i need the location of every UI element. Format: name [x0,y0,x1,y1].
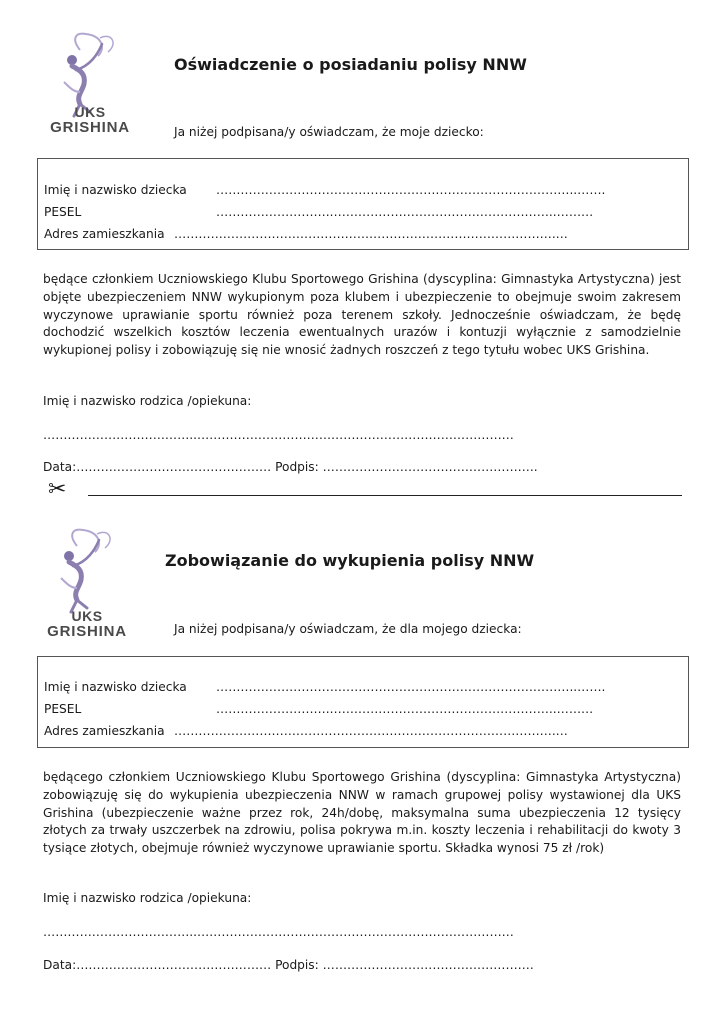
field-label: PESEL [44,205,82,219]
section2-parent-label: Imię i nazwisko rodzica /opiekuna: [43,891,252,905]
club-logo [50,30,130,150]
logo-uks: UKS [74,104,106,120]
section2-parent-dots[interactable]: ………………………………..…………………………………………………………………… [43,925,514,939]
section2-paragraph: będącego członkiem Uczniowskiego Klubu Sportowego Grishina (dyscyplina: Gimnastyka Artystyczna) zobowiązuję się do wykupienia ubezpieczenia NNW w ramach grupowej polisy wystawionej dla UKS Grishina (ubezpieczenie ważne przez rok, 24h/dobę, maksymalna suma ubezpieczenia 12 tysięcy złotych za trwały uszczerbek na zdrowiu, polisa pokrywa m.in. koszty leczenia i rehabilitacji do kwoty 3 tysiące złotych, obejmuje również wyczynowe uprawianie sportu. Składka wynosi 75 zł /rok) [43,770,681,856]
section1-child-box [37,158,689,250]
field-dots: ………………………………………………………………………………….… [174,227,568,241]
section1-date-signature[interactable]: Data:………………………………………… Podpis: …………………………………………….. [43,460,538,474]
gymnast-figure-icon [47,526,127,616]
section2-row-name[interactable] [44,680,606,694]
field-dots: ……………………………………………………………………………..……. [216,680,606,694]
section2-child-box [37,656,689,748]
section1-row-address[interactable] [44,227,568,241]
section1-intro: Ja niżej podpisana/y oświadczam, że moje dziecko: [174,125,484,139]
section2-intro: Ja niżej podpisana/y oświadczam, że dla mojego dziecka: [174,622,522,636]
section1-row-pesel[interactable] [44,205,594,219]
section2-row-pesel[interactable] [44,702,594,716]
section1-parent-dots[interactable]: ………………………………..…………………………………………………………………… [43,428,514,442]
section2-title: Zobowiązanie do wykupienia polisy NNW [165,551,535,570]
logo-grishina: GRISHINA [47,623,127,640]
section1-row-name[interactable] [44,183,606,197]
section2-row-address[interactable] [44,724,568,738]
logo-grishina: GRISHINA [50,119,130,136]
field-dots: ……………………….………………………………………………..……… [216,205,594,219]
section1-parent-label: Imię i nazwisko rodzica /opiekuna: [43,394,252,408]
field-label: Imię i nazwisko dziecka [44,680,187,694]
section1-paragraph: będące członkiem Uczniowskiego Klubu Sportowego Grishina (dyscyplina: Gimnastyka Artystyczna) jest objęte ubezpieczeniem NNW wykupionym poza klubem i ubezpieczenie to obejmuje swoim zakresem wyczynowe uprawianie sportu również poza terenem szkoły. Jednocześnie oświadczam, że będę dochodzić wszelkich kosztów leczenia ewentualnych urazów i kontuzji wyłącznie z samodzielnie wykupionej polisy i zobowiązuję się nie wnosić żadnych roszczeń z tego tytułu wobec UKS Grishina. [43,272,681,358]
scissors-icon: ✂ [48,477,67,502]
field-label: Adres zamieszkania [44,227,165,241]
field-dots: ……………………………………………………………………………..……. [216,183,606,197]
field-label: Adres zamieszkania [44,724,165,738]
section2-date-signature[interactable]: Data:………………………………………… Podpis: ……………………………………………. [43,958,534,972]
field-dots: ………………………………………………………………………………….… [174,724,568,738]
field-label: PESEL [44,702,82,716]
cut-line-divider [88,495,682,496]
field-label: Imię i nazwisko dziecka [44,183,187,197]
section1-title: Oświadczenie o posiadaniu polisy NNW [174,55,527,74]
logo-uks: UKS [71,608,103,624]
field-dots: ……………………….………………………………………………..……… [216,702,594,716]
club-logo [47,526,127,646]
